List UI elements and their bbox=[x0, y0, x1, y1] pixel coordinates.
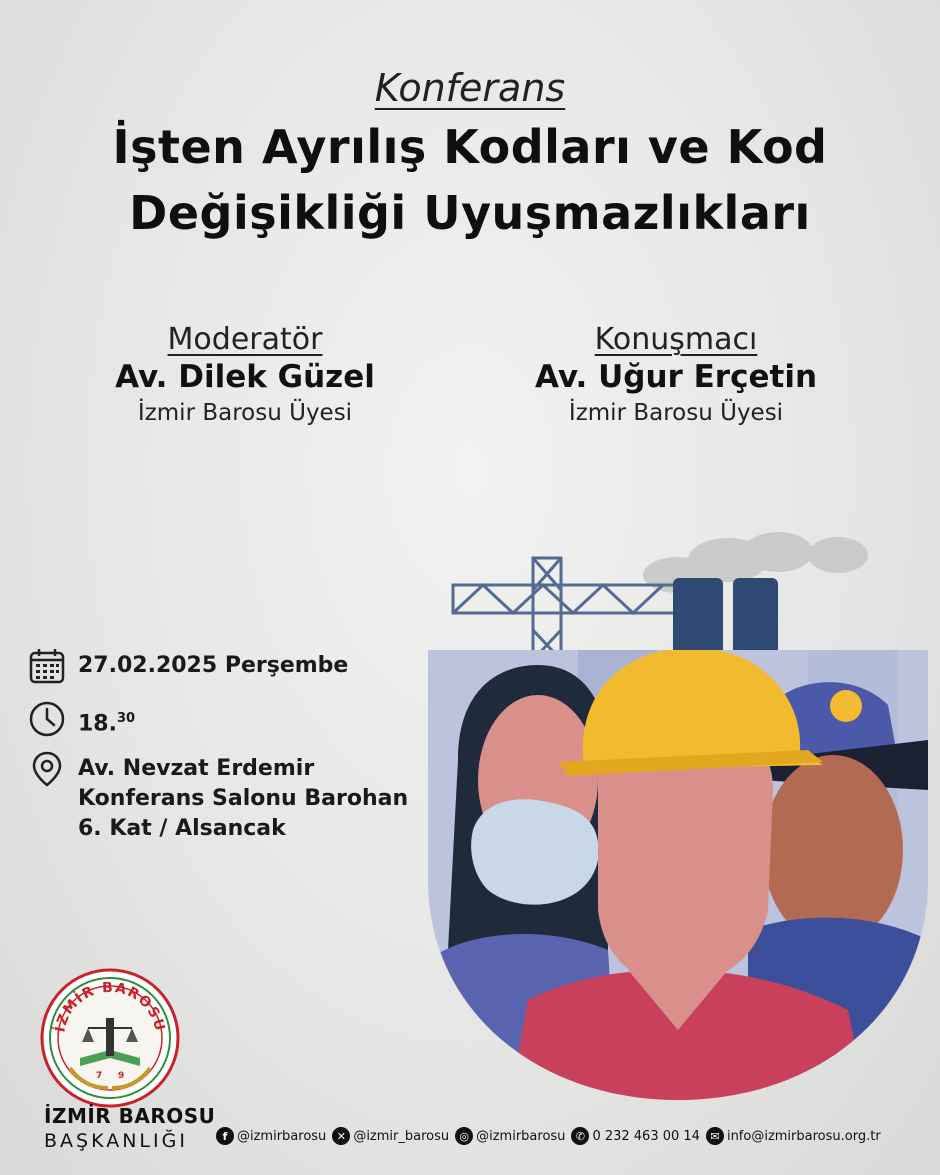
email-link[interactable] bbox=[706, 1127, 881, 1145]
facebook-handle: @izmirbarosu bbox=[237, 1128, 327, 1144]
time-row bbox=[28, 700, 135, 739]
event-type-label: Konferans bbox=[374, 66, 566, 110]
organization-name: İZMİR BAROSU bbox=[44, 1104, 216, 1128]
calendar-icon bbox=[28, 647, 66, 685]
speaker-affiliation: İzmir Barosu Üyesi bbox=[568, 400, 784, 426]
phone-number: 0 232 463 00 14 bbox=[592, 1128, 700, 1144]
svg-text:9: 9 bbox=[118, 1071, 125, 1081]
x-icon: ✕ bbox=[332, 1127, 350, 1145]
phone-icon: ✆ bbox=[571, 1127, 589, 1145]
workers-illustration bbox=[428, 530, 928, 1110]
speaker-role: Konuşmacı bbox=[594, 322, 758, 357]
page-title-line-1: İşten Ayrılış Kodları ve Kod bbox=[112, 120, 828, 174]
izmir-bar-logo bbox=[40, 968, 180, 1108]
event-date: 27.02.2025 Perşembe bbox=[78, 653, 349, 678]
contact-footer bbox=[216, 1127, 887, 1145]
page-title-line-2: Değişikliği Uyuşmazlıkları bbox=[129, 186, 811, 240]
date-row bbox=[28, 647, 348, 685]
event-venue: Av. Nevzat Erdemir Konferans Salonu Barohan 6. Kat / Alsancak bbox=[78, 756, 409, 841]
speaker-name: Av. Uğur Erçetin bbox=[534, 359, 818, 395]
facebook-link[interactable] bbox=[216, 1127, 326, 1145]
instagram-icon: ◎ bbox=[455, 1127, 473, 1145]
facebook-icon: f bbox=[216, 1127, 234, 1145]
phone-link[interactable] bbox=[571, 1127, 700, 1145]
moderator-role: Moderatör bbox=[167, 322, 323, 357]
instagram-handle: @izmirbarosu bbox=[476, 1128, 566, 1144]
svg-text:İZMİR BAROSU: İZMİR BAROSU bbox=[52, 979, 168, 1034]
x-handle: @izmir_barosu bbox=[353, 1128, 450, 1144]
clock-icon bbox=[28, 700, 66, 738]
moderator-affiliation: İzmir Barosu Üyesi bbox=[137, 400, 353, 426]
email-address: info@izmirbarosu.org.tr bbox=[726, 1128, 881, 1144]
moderator-block bbox=[45, 322, 445, 426]
location-pin-icon bbox=[28, 750, 66, 788]
speaker-block bbox=[476, 322, 876, 426]
moderator-name: Av. Dilek Güzel bbox=[115, 359, 375, 395]
x-link[interactable] bbox=[332, 1127, 449, 1145]
venue-row bbox=[28, 750, 408, 844]
organization-subtitle: BAŞKANLIĞI bbox=[44, 1130, 188, 1152]
instagram-link[interactable] bbox=[455, 1127, 565, 1145]
svg-text:7: 7 bbox=[96, 1071, 103, 1081]
event-time: 18.30 bbox=[78, 711, 136, 737]
email-icon: ✉ bbox=[706, 1127, 724, 1145]
